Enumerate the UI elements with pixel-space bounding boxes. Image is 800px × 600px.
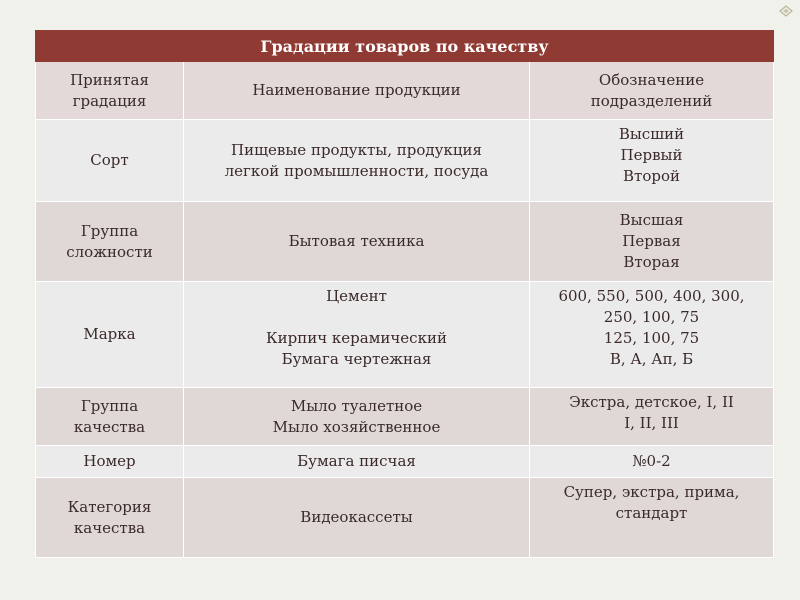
product-line: Пищевые продукты, продукция (231, 140, 482, 159)
grade-cell (36, 446, 184, 478)
product-line: легкой промышленности, посуда (224, 161, 489, 180)
product-line: Цемент (326, 287, 387, 305)
corner-decoration-icon (778, 4, 794, 18)
grade-line: сложности (66, 242, 153, 261)
grade-cell (36, 478, 184, 558)
header-grade-line: градация (72, 91, 147, 110)
table-row (36, 446, 774, 478)
product-line: Видеокассеты (300, 508, 413, 526)
table-title: Градации товаров по качеству (36, 31, 774, 62)
designation-line: В, А, Ап, Б (609, 350, 694, 368)
header-designation (530, 62, 774, 120)
grade-cell (36, 202, 184, 282)
table-row (36, 120, 774, 202)
designation-line: Высшая (619, 211, 684, 229)
designation-cell (530, 446, 774, 478)
grade-cell (36, 282, 184, 388)
designation-line: 125, 100, 75 (603, 329, 700, 347)
table-row (36, 282, 774, 388)
designation-line: I, II, III (624, 414, 679, 432)
product-line: Бумага чертежная (281, 350, 432, 368)
designation-line: Первая (622, 232, 681, 250)
header-grade-line: Принятая (70, 70, 149, 89)
grade-cell (36, 120, 184, 202)
grade-line: Группа (80, 396, 139, 415)
quality-grades-table (35, 30, 774, 558)
grade-line: Категория (67, 497, 152, 516)
product-cell (184, 478, 530, 558)
designation-line: Второй (623, 167, 680, 185)
designation-cell (530, 282, 774, 388)
grade-line: Группа (80, 221, 139, 240)
table-row (36, 202, 774, 282)
header-designation-line: Обозначение (598, 70, 705, 89)
table-header-row (36, 62, 774, 120)
product-cell (184, 202, 530, 282)
table-row (36, 388, 774, 446)
header-grade (36, 62, 184, 120)
product-cell (184, 446, 530, 478)
product-line: Бумага писчая (297, 452, 416, 470)
grade-line: качества (73, 417, 146, 436)
table-row (36, 478, 774, 558)
designation-cell (530, 202, 774, 282)
grade-line: качества (73, 518, 146, 537)
designation-line: стандарт (615, 504, 688, 522)
grade-line: Номер (83, 452, 136, 470)
product-line: Мыло туалетное (290, 396, 423, 415)
product-line: Бытовая техника (288, 232, 425, 250)
designation-cell (530, 388, 774, 446)
designation-line: Супер, экстра, прима, (563, 483, 740, 501)
product-cell (184, 120, 530, 202)
header-product-line: Наименование продукции (252, 81, 461, 99)
table-title-row (36, 31, 774, 62)
designation-cell (530, 478, 774, 558)
designation-line: 600, 550, 500, 400, 300, (558, 287, 745, 305)
grade-cell (36, 388, 184, 446)
product-cell (184, 282, 530, 388)
grade-line: Марка (83, 325, 136, 343)
designation-line: 250, 100, 75 (603, 308, 700, 326)
product-cell (184, 388, 530, 446)
product-line: Мыло хозяйственное (272, 417, 441, 436)
designation-line: №0-2 (632, 452, 671, 470)
product-line-spacer (188, 307, 525, 328)
product-line: Кирпич керамический (266, 329, 447, 347)
designation-line: Высший (618, 125, 685, 143)
grade-line: Сорт (90, 151, 129, 169)
designation-line: Экстра, детское, I, II (569, 393, 734, 411)
designation-cell (530, 120, 774, 202)
designation-line: Первый (620, 146, 683, 164)
header-designation-line: подразделений (590, 91, 713, 110)
header-product (184, 62, 530, 120)
designation-line: Вторая (623, 253, 680, 271)
